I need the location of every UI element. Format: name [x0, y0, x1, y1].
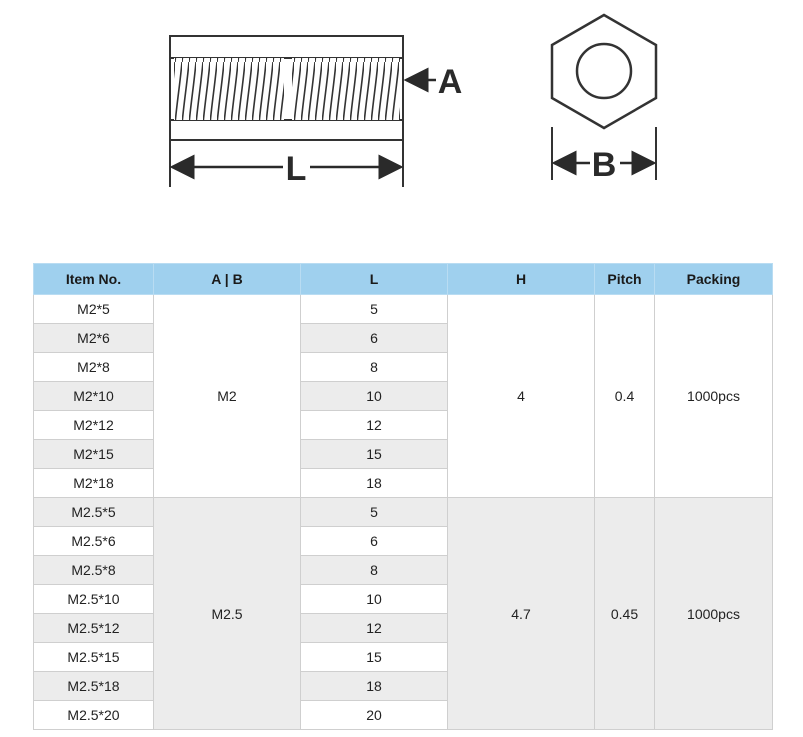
cell-packing: 1000pcs	[655, 498, 773, 730]
hex-bore	[577, 44, 631, 98]
table-row	[34, 498, 773, 527]
header-h: H	[448, 264, 595, 295]
cell-l: 15	[301, 643, 448, 672]
cell-item-no: M2*10	[34, 382, 154, 411]
standoff-dimension-diagram	[0, 0, 803, 250]
cell-item-no: M2.5*5	[34, 498, 154, 527]
cell-l: 20	[301, 701, 448, 730]
cell-item-no: M2.5*10	[34, 585, 154, 614]
cell-pitch: 0.4	[595, 295, 655, 498]
header-packing: Packing	[655, 264, 773, 295]
cell-h: 4.7	[448, 498, 595, 730]
cell-l: 8	[301, 353, 448, 382]
header-pitch: Pitch	[595, 264, 655, 295]
header-a-b: A | B	[154, 264, 301, 295]
cell-l: 18	[301, 672, 448, 701]
cell-item-no: M2*15	[34, 440, 154, 469]
thread-left	[174, 58, 284, 120]
cell-a-b: M2	[154, 295, 301, 498]
cell-item-no: M2.5*20	[34, 701, 154, 730]
cell-l: 12	[301, 614, 448, 643]
cell-l: 8	[301, 556, 448, 585]
cell-l: 6	[301, 527, 448, 556]
cell-packing: 1000pcs	[655, 295, 773, 498]
thread-label: A	[437, 63, 463, 101]
specification-table	[33, 263, 773, 730]
thread-right	[292, 58, 400, 120]
header-l: L	[301, 264, 448, 295]
cell-l: 12	[301, 411, 448, 440]
cell-l: 5	[301, 295, 448, 324]
cell-pitch: 0.45	[595, 498, 655, 730]
cell-l: 18	[301, 469, 448, 498]
table-body	[34, 295, 773, 730]
table-header-row	[34, 264, 773, 295]
table-row	[34, 295, 773, 324]
cell-item-no: M2*8	[34, 353, 154, 382]
cell-l: 10	[301, 585, 448, 614]
cell-item-no: M2.5*18	[34, 672, 154, 701]
cell-h: 4	[448, 295, 595, 498]
cell-a-b: M2.5	[154, 498, 301, 730]
cell-l: 15	[301, 440, 448, 469]
cell-l: 6	[301, 324, 448, 353]
length-label: L	[285, 150, 307, 188]
cell-item-no: M2*6	[34, 324, 154, 353]
header-item-no: Item No.	[34, 264, 154, 295]
cell-item-no: M2*18	[34, 469, 154, 498]
cell-item-no: M2*5	[34, 295, 154, 324]
hex-view	[552, 15, 656, 184]
cell-item-no: M2.5*15	[34, 643, 154, 672]
cell-l: 5	[301, 498, 448, 527]
cell-l: 10	[301, 382, 448, 411]
width-label: B	[591, 146, 617, 184]
cell-item-no: M2.5*8	[34, 556, 154, 585]
cell-item-no: M2*12	[34, 411, 154, 440]
cell-item-no: M2.5*12	[34, 614, 154, 643]
side-view	[170, 36, 462, 188]
cell-item-no: M2.5*6	[34, 527, 154, 556]
